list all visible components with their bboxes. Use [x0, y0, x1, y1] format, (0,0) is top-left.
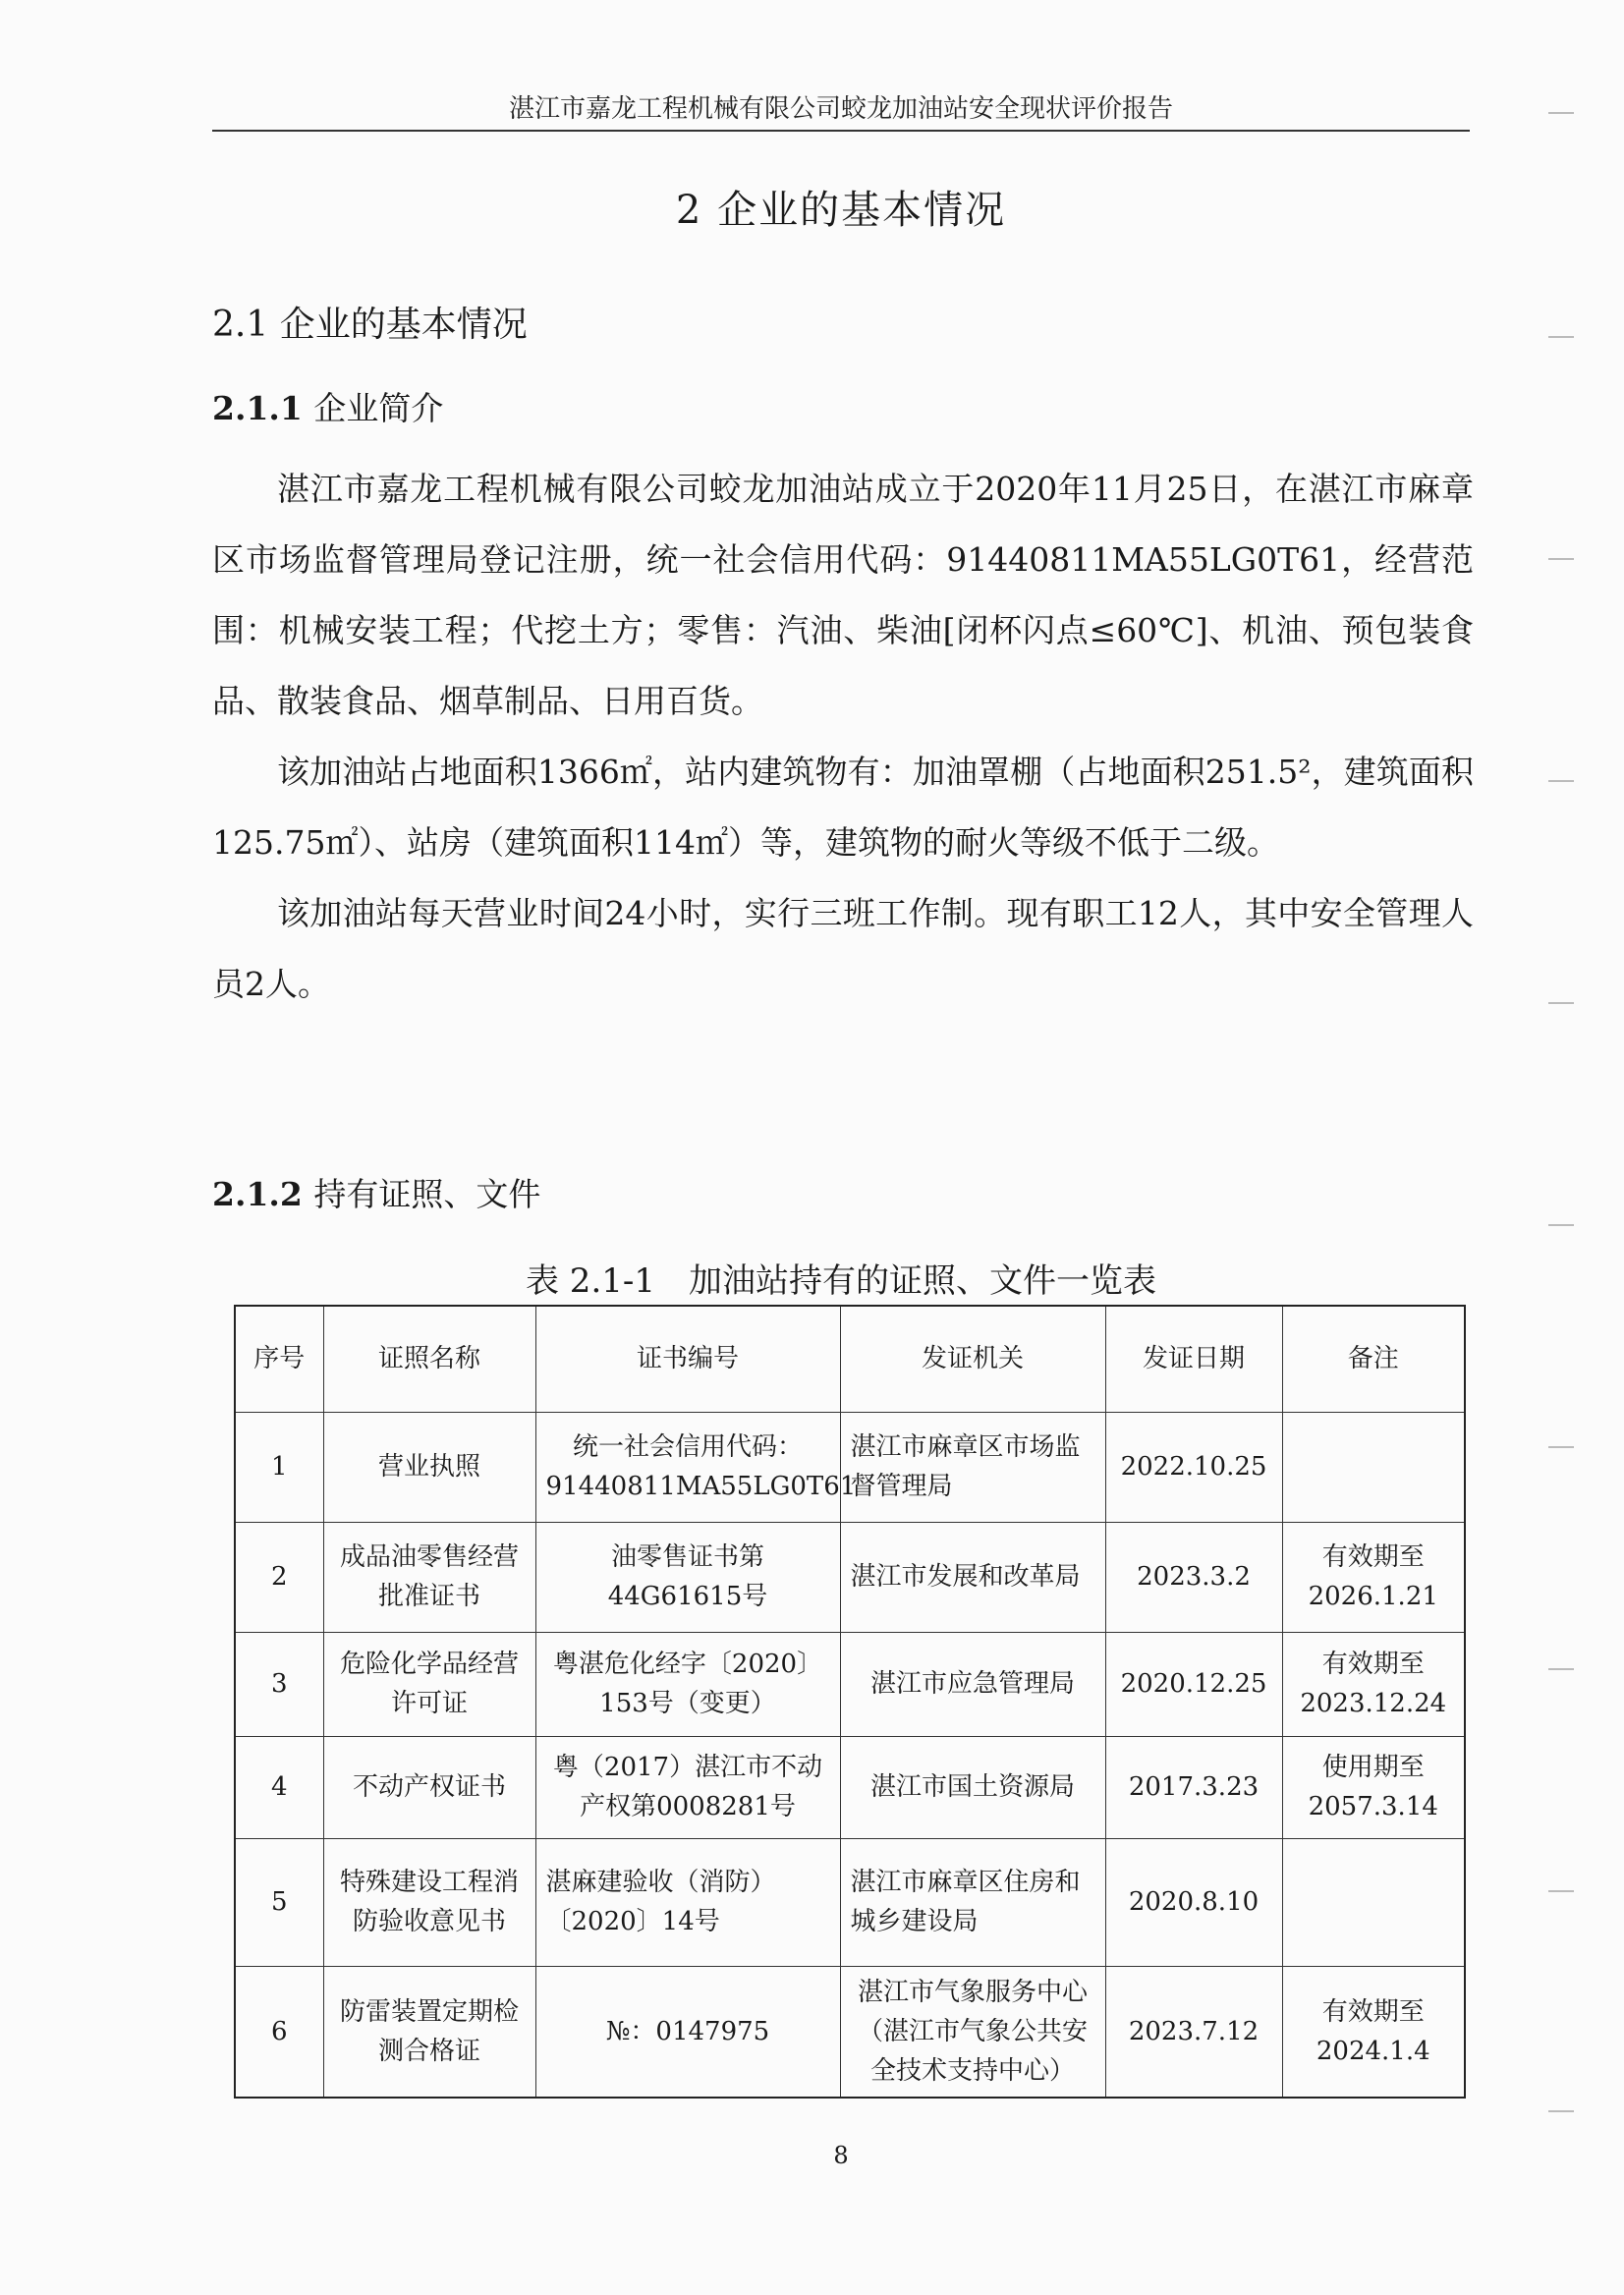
table-caption: 表 2.1-1 加油站持有的证照、文件一览表 [526, 1261, 1156, 1301]
scan-margin-mark [1548, 112, 1574, 114]
cell-date: 2022.10.25 [1105, 1412, 1282, 1522]
cell-cert-no: 油零售证书第44G61615号 [535, 1522, 840, 1632]
cell-name: 特殊建设工程消防验收意见书 [323, 1838, 535, 1966]
cell-remark: 使用期至2057.3.14 [1282, 1736, 1465, 1838]
cell-issuer: 湛江市麻章区市场监督管理局 [840, 1412, 1105, 1522]
scan-margin-mark [1548, 2110, 1574, 2112]
cell-name: 危险化学品经营许可证 [323, 1632, 535, 1736]
cell-seq: 5 [235, 1838, 323, 1966]
cell-date: 2023.3.2 [1105, 1522, 1282, 1632]
section-title [212, 297, 528, 347]
scan-margin-mark [1548, 1446, 1574, 1448]
running-header: 湛江市嘉龙工程机械有限公司蛟龙加油站安全现状评价报告 [508, 94, 1173, 124]
subsection-title-profile [212, 383, 443, 429]
scan-margin-mark [1548, 780, 1574, 782]
cell-name: 不动产权证书 [323, 1736, 535, 1838]
header-name: 证照名称 [323, 1306, 535, 1412]
cell-name: 防雷装置定期检测合格证 [323, 1966, 535, 2098]
subsection-name: 企业简介 [313, 389, 444, 427]
subsection-name: 持有证照、文件 [313, 1175, 541, 1213]
table-header-row [235, 1306, 1465, 1412]
cell-date: 2020.8.10 [1105, 1838, 1282, 1966]
cell-seq: 4 [235, 1736, 323, 1838]
cell-remark [1282, 1838, 1465, 1966]
cell-remark [1282, 1412, 1465, 1522]
scan-margin-mark [1548, 1224, 1574, 1226]
cell-seq: 2 [235, 1522, 323, 1632]
cell-seq: 6 [235, 1966, 323, 2098]
header-remark: 备注 [1282, 1306, 1465, 1412]
cell-issuer: 湛江市麻章区住房和城乡建设局 [840, 1838, 1105, 1966]
table-row [235, 1736, 1465, 1838]
chapter-title [212, 179, 1470, 235]
subsection-title-certificates [212, 1169, 540, 1215]
cell-issuer: 湛江市气象服务中心（湛江市气象公共安全技术支持中心） [840, 1966, 1105, 2098]
cell-issuer: 湛江市国土资源局 [840, 1736, 1105, 1838]
header-rule [212, 130, 1470, 132]
section-number: 2.1 [212, 305, 269, 345]
cell-name: 成品油零售经营批准证书 [323, 1522, 535, 1632]
cell-cert-no: №：0147975 [535, 1966, 840, 2098]
scan-margin-mark [1548, 1002, 1574, 1004]
page-number: 8 [833, 2142, 849, 2169]
table-row [235, 1838, 1465, 1966]
subsection-number: 2.1.2 [212, 1175, 303, 1213]
cell-name: 营业执照 [323, 1412, 535, 1522]
header-cert-no: 证书编号 [535, 1306, 840, 1412]
paragraph-company-profile: 湛江市嘉龙工程机械有限公司蛟龙加油站成立于2020年11月25日，在湛江市麻章区市场监督管理局登记注册，统一社会信用代码：91440811MA55LG0T61，经营范围：机械安装工程；代挖土方；零售：汽油、柴油[闭杯闪点≤60℃]、机油、预包装食品、散装食品、烟草制品、日用百货。 [212, 470, 1474, 720]
table-row [235, 1632, 1465, 1736]
chapter-name: 企业的基本情况 [717, 188, 1007, 233]
chapter-number: 2 [675, 188, 703, 233]
cell-remark: 有效期至2023.12.24 [1282, 1632, 1465, 1736]
paragraph-site-area: 该加油站占地面积1366㎡，站内建筑物有：加油罩棚（占地面积251.5²，建筑面积125.75㎡）、站房（建筑面积114㎡）等，建筑物的耐火等级不低于二级。 [212, 753, 1474, 862]
cell-cert-no: 湛麻建验收（消防）〔2020〕14号 [535, 1838, 840, 1966]
cell-remark: 有效期至2026.1.21 [1282, 1522, 1465, 1632]
cell-issuer: 湛江市发展和改革局 [840, 1522, 1105, 1632]
cell-date: 2017.3.23 [1105, 1736, 1282, 1838]
scan-margin-mark [1548, 1668, 1574, 1670]
cell-date: 2023.7.12 [1105, 1966, 1282, 2098]
section-name: 企业的基本情况 [279, 305, 528, 345]
certificate-table [234, 1305, 1466, 2099]
header-date: 发证日期 [1105, 1306, 1282, 1412]
scan-margin-mark [1548, 336, 1574, 338]
scan-margin-mark [1548, 1890, 1574, 1892]
table-row [235, 1966, 1465, 2098]
cell-cert-no: 粤（2017）湛江市不动产权第0008281号 [535, 1736, 840, 1838]
cell-date: 2020.12.25 [1105, 1632, 1282, 1736]
cell-issuer: 湛江市应急管理局 [840, 1632, 1105, 1736]
subsection-number: 2.1.1 [212, 389, 303, 427]
header-issuer: 发证机关 [840, 1306, 1105, 1412]
cell-seq: 1 [235, 1412, 323, 1522]
table-row [235, 1522, 1465, 1632]
cell-seq: 3 [235, 1632, 323, 1736]
header-seq: 序号 [235, 1306, 323, 1412]
scan-margin-mark [1548, 558, 1574, 560]
cell-cert-no: 粤湛危化经字〔2020〕153号（变更） [535, 1632, 840, 1736]
table-row [235, 1412, 1465, 1522]
body-text-block [212, 454, 1474, 1020]
cell-remark: 有效期至2024.1.4 [1282, 1966, 1465, 2098]
cell-cert-no: 统一社会信用代码：91440811MA55LG0T61 [535, 1412, 840, 1522]
paragraph-staffing: 该加油站每天营业时间24小时，实行三班工作制。现有职工12人，其中安全管理人员2人。 [212, 894, 1474, 1003]
